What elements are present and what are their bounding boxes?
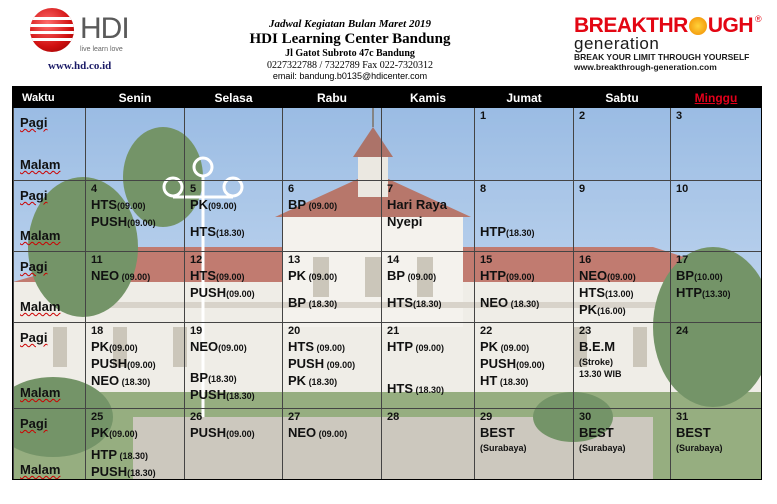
day-cell [671, 323, 762, 409]
event-time: (09.00) [306, 201, 338, 211]
event-item [387, 295, 442, 312]
day-cell [475, 181, 574, 252]
day-cell [86, 108, 185, 181]
header-sabtu: Sabtu [574, 88, 671, 108]
email[interactable]: email: bandung.b0135@hdicenter.com [272, 71, 428, 81]
events-evening [387, 295, 442, 312]
hdi-logo-icon [30, 8, 74, 52]
event-time: (18.30) [208, 374, 237, 384]
event-item [579, 302, 636, 319]
event-name: PK [579, 302, 598, 317]
day-cell [185, 409, 283, 481]
event-note: 13.30 WIB [579, 369, 622, 379]
pagi-label: Pagi [20, 188, 48, 203]
event-item [288, 339, 355, 356]
event-name: BP [190, 370, 209, 385]
event-name: NEO [288, 425, 317, 440]
malam-label: Malam [20, 299, 61, 314]
calendar-grid [13, 87, 762, 480]
day-cell [671, 108, 762, 181]
event-item [91, 197, 156, 214]
day-cell [382, 108, 475, 181]
event-time: (18.30) [127, 468, 156, 478]
event-note: (Stroke) [579, 357, 614, 367]
day-number: 12 [190, 254, 203, 266]
event-name: PUSH [190, 285, 227, 300]
header-minggu: Minggu [671, 88, 762, 108]
day-cell [185, 323, 283, 409]
day-cell [671, 409, 762, 481]
sun-icon [689, 17, 707, 35]
event-item [480, 425, 527, 442]
event-item [676, 425, 723, 442]
event-name: HTP [676, 285, 702, 300]
day-number: 14 [387, 254, 400, 266]
hdi-logo [30, 8, 130, 58]
time-label-cell [14, 252, 86, 323]
header-jumat: Jumat [475, 88, 574, 108]
event-item [480, 268, 535, 285]
event-item [288, 295, 337, 312]
event-name: B.E.M [579, 339, 616, 354]
event-name: BP [288, 197, 307, 212]
events-morning [579, 425, 626, 454]
event-time: (09.00) [324, 360, 356, 370]
events-morning [190, 339, 247, 356]
events-morning [387, 268, 436, 285]
day-cell [86, 252, 185, 323]
event-time: (13.30) [702, 289, 731, 299]
day-number: 1 [480, 110, 487, 122]
event-name: HTS [190, 224, 216, 239]
event-time: (09.00) [216, 272, 245, 282]
event-item [190, 197, 237, 214]
event-time: (09.00) [109, 343, 138, 353]
day-cell [86, 323, 185, 409]
event-time: (09.00) [607, 272, 636, 282]
event-item [480, 373, 545, 390]
event-item [91, 268, 150, 285]
event-item [288, 356, 355, 373]
day-number: 21 [387, 325, 400, 337]
events-morning [288, 339, 355, 390]
day-cell [382, 252, 475, 323]
events-morning [190, 197, 237, 214]
day-number: 3 [676, 110, 683, 122]
day-cell [574, 252, 671, 323]
event-item [480, 295, 539, 312]
event-item [387, 339, 444, 356]
day-cell [671, 181, 762, 252]
event-name: HTP [387, 339, 413, 354]
event-name: PUSH [480, 356, 517, 371]
header-waktu: Waktu [14, 88, 86, 108]
events-morning [288, 197, 337, 214]
day-number: 9 [579, 183, 586, 195]
day-number: 5 [190, 183, 197, 195]
page-header [220, 18, 480, 81]
event-time: (18.30) [497, 377, 529, 387]
event-name: NEO [480, 295, 509, 310]
event-item [91, 447, 156, 464]
events-evening [190, 224, 245, 241]
malam-label: Malam [20, 228, 61, 243]
day-number: 25 [91, 411, 104, 423]
day-number: 22 [480, 325, 493, 337]
event-name: Nyepi [387, 214, 423, 229]
event-name: HTS [387, 295, 413, 310]
day-number: 13 [288, 254, 301, 266]
pagi-label: Pagi [20, 330, 48, 345]
event-item [288, 373, 355, 390]
day-cell [185, 252, 283, 323]
event-name: PK [480, 339, 499, 354]
event-item [579, 285, 636, 302]
day-number: 17 [676, 254, 689, 266]
event-name: NEO [579, 268, 608, 283]
day-cell [283, 108, 382, 181]
event-name: PUSH [190, 387, 227, 402]
day-number: 19 [190, 325, 203, 337]
day-number: 15 [480, 254, 493, 266]
event-name: HTS [190, 268, 216, 283]
events-morning [190, 268, 255, 302]
event-time: (18.30) [413, 385, 445, 395]
day-cell [185, 108, 283, 181]
event-item [480, 356, 545, 373]
event-name: HTS [579, 285, 605, 300]
malam-label: Malam [20, 157, 61, 172]
day-number: 23 [579, 325, 592, 337]
event-item [91, 464, 156, 480]
event-name: PUSH [91, 356, 128, 371]
event-item [387, 268, 436, 285]
week-row [14, 181, 762, 252]
event-item [190, 370, 255, 387]
pagi-label: Pagi [20, 416, 48, 431]
day-number: 20 [288, 325, 301, 337]
breakthrough-logo-icon [574, 14, 774, 74]
header-rabu: Rabu [283, 88, 382, 108]
event-name: HT [480, 373, 498, 388]
event-name: PK [91, 425, 110, 440]
day-cell [475, 108, 574, 181]
event-name: PK [91, 339, 110, 354]
header-senin: Senin [86, 88, 185, 108]
day-cell [574, 323, 671, 409]
calendar-header-row [14, 88, 762, 108]
event-time: (09.00) [413, 343, 445, 353]
event-name: HTP [91, 447, 117, 462]
day-cell [86, 181, 185, 252]
day-number: 24 [676, 325, 689, 337]
day-cell [475, 409, 574, 481]
malam-label: Malam [20, 385, 61, 400]
week-row [14, 323, 762, 409]
event-name: PUSH [288, 356, 325, 371]
event-name: BEST [676, 425, 711, 440]
day-number: 16 [579, 254, 592, 266]
week-row [14, 252, 762, 323]
events-evening [190, 370, 255, 404]
event-name: PUSH [91, 214, 128, 229]
event-item [190, 285, 255, 302]
event-time: (18.30) [506, 228, 535, 238]
day-number: 8 [480, 183, 487, 195]
event-time: (09.00) [127, 218, 156, 228]
week-row [14, 108, 762, 181]
event-time: (10.00) [694, 272, 723, 282]
event-time: (09.00) [314, 343, 346, 353]
event-item [91, 356, 156, 373]
schedule-title: Jadwal Kegiatan Bulan Maret 2019 [269, 18, 431, 30]
hdi-tagline: live learn love [80, 46, 123, 53]
events-morning [579, 268, 636, 319]
event-name: HTS [91, 197, 117, 212]
day-number: 30 [579, 411, 592, 423]
event-time: (09.00) [498, 343, 530, 353]
day-number: 29 [480, 411, 493, 423]
events-morning [91, 197, 156, 231]
day-cell [671, 252, 762, 323]
events-morning [676, 268, 731, 302]
event-time: (09.00) [127, 360, 156, 370]
day-number: 10 [676, 183, 689, 195]
event-time: (18.30) [508, 299, 540, 309]
events-morning [579, 339, 622, 380]
event-name: PK [190, 197, 209, 212]
event-name: Hari Raya [387, 197, 447, 212]
events-evening [480, 295, 539, 312]
event-item [190, 268, 255, 285]
day-cell [574, 108, 671, 181]
day-number: 11 [91, 254, 103, 266]
events-morning [387, 197, 447, 231]
event-time: (18.30) [226, 391, 255, 401]
pagi-label: Pagi [20, 115, 48, 130]
day-cell [283, 252, 382, 323]
event-name: BP [676, 268, 695, 283]
event-name: BEST [579, 425, 614, 440]
day-number: 26 [190, 411, 203, 423]
event-name: HTP [480, 224, 506, 239]
day-cell [574, 409, 671, 481]
breakthrough-slogan: BREAK YOUR LIMIT THROUGH YOURSELF [574, 52, 750, 62]
time-label-cell [14, 181, 86, 252]
event-item [480, 339, 545, 356]
event-item [190, 387, 255, 404]
event-note: (Surabaya) [676, 443, 723, 453]
time-label-cell [14, 409, 86, 481]
event-time: (09.00) [119, 272, 151, 282]
event-time: (09.00) [109, 429, 138, 439]
event-time: (09.00) [405, 272, 437, 282]
event-name: HTS [288, 339, 314, 354]
events-morning [190, 425, 255, 442]
event-item [190, 224, 245, 241]
event-item [91, 214, 156, 231]
day-number: 7 [387, 183, 394, 195]
event-item [288, 197, 337, 214]
event-item [676, 285, 731, 302]
registered-mark: ® [755, 14, 762, 24]
event-time: (09.00) [226, 289, 255, 299]
day-cell [283, 181, 382, 252]
event-item [579, 425, 626, 442]
event-item [91, 373, 156, 390]
event-time: (13.00) [605, 289, 634, 299]
event-name: PUSH [190, 425, 227, 440]
event-time: (18.30) [306, 377, 338, 387]
event-name: PK [288, 373, 307, 388]
event-time: (09.00) [117, 201, 146, 211]
events-evening [387, 381, 444, 398]
day-cell [475, 252, 574, 323]
events-evening [91, 447, 156, 480]
event-time: (09.00) [516, 360, 545, 370]
events-evening [480, 224, 535, 241]
hdi-url[interactable]: www.hd.co.id [48, 60, 112, 72]
day-cell [382, 323, 475, 409]
event-item [91, 425, 138, 442]
event-item [190, 425, 255, 442]
event-name: BP [288, 295, 307, 310]
pagi-label: Pagi [20, 259, 48, 274]
day-number: 18 [91, 325, 104, 337]
event-time: (18.30) [413, 299, 442, 309]
event-note: (Surabaya) [480, 443, 527, 453]
event-item [288, 425, 347, 442]
event-time: (18.30) [117, 451, 149, 461]
events-morning [480, 268, 535, 285]
day-cell [382, 181, 475, 252]
event-name: NEO [190, 339, 219, 354]
event-item [676, 268, 731, 285]
event-time: (16.00) [597, 306, 626, 316]
events-morning [91, 425, 138, 442]
event-name: NEO [91, 373, 120, 388]
time-label-cell [14, 108, 86, 181]
week-row [14, 409, 762, 481]
event-time: (09.00) [316, 429, 348, 439]
event-item [288, 268, 337, 285]
event-item [579, 339, 622, 356]
header-selasa: Selasa [185, 88, 283, 108]
events-morning [480, 339, 545, 390]
day-number: 28 [387, 411, 400, 423]
events-morning [91, 268, 150, 285]
phone: 0227322788 / 7322789 Fax 022-7320312 [266, 60, 434, 71]
event-name: HTP [480, 268, 506, 283]
hdi-brand-text: HDI [80, 12, 129, 45]
event-time: (18.30) [216, 228, 245, 238]
event-name: NEO [91, 268, 120, 283]
breakthrough-generation: generation [574, 34, 660, 53]
events-morning [387, 339, 444, 356]
day-cell [283, 323, 382, 409]
event-note: (Surabaya) [579, 443, 626, 453]
day-number: 2 [579, 110, 586, 122]
event-time: (09.00) [208, 201, 237, 211]
day-cell [475, 323, 574, 409]
day-number: 6 [288, 183, 295, 195]
center-name: HDI Learning Center Bandung [249, 31, 451, 47]
events-morning [288, 268, 337, 285]
event-item [387, 214, 447, 231]
calendar [12, 86, 762, 480]
events-morning [480, 425, 527, 454]
day-number: 4 [91, 183, 98, 195]
event-time: (09.00) [306, 272, 338, 282]
day-number: 27 [288, 411, 301, 423]
day-number: 31 [676, 411, 689, 423]
event-time: (18.30) [306, 299, 338, 309]
event-item [190, 339, 247, 356]
event-item [91, 339, 156, 356]
breakthrough-url[interactable]: www.breakthrough-generation.com [574, 62, 717, 72]
event-item [480, 224, 535, 241]
event-time: (09.00) [506, 272, 535, 282]
event-time: (09.00) [226, 429, 255, 439]
event-name: PK [288, 268, 307, 283]
events-morning [288, 425, 347, 442]
event-time: (09.00) [218, 343, 247, 353]
malam-label: Malam [20, 462, 61, 477]
address: Jl Gatot Subroto 47c Bandung [285, 48, 415, 59]
event-item [387, 197, 447, 214]
day-cell [382, 409, 475, 481]
events-morning [91, 339, 156, 390]
events-morning [676, 425, 723, 454]
event-name: PUSH [91, 464, 128, 479]
day-cell [283, 409, 382, 481]
day-cell [185, 181, 283, 252]
breakthrough-wordmark: BREAKTHR UGH [574, 14, 753, 37]
event-item [579, 268, 636, 285]
day-cell [574, 181, 671, 252]
header-kamis: Kamis [382, 88, 475, 108]
events-evening [288, 295, 337, 312]
event-time: (18.30) [119, 377, 151, 387]
event-item [387, 381, 444, 398]
time-label-cell [14, 323, 86, 409]
event-name: BEST [480, 425, 515, 440]
event-name: BP [387, 268, 406, 283]
day-cell [86, 409, 185, 481]
event-name: HTS [387, 381, 413, 396]
